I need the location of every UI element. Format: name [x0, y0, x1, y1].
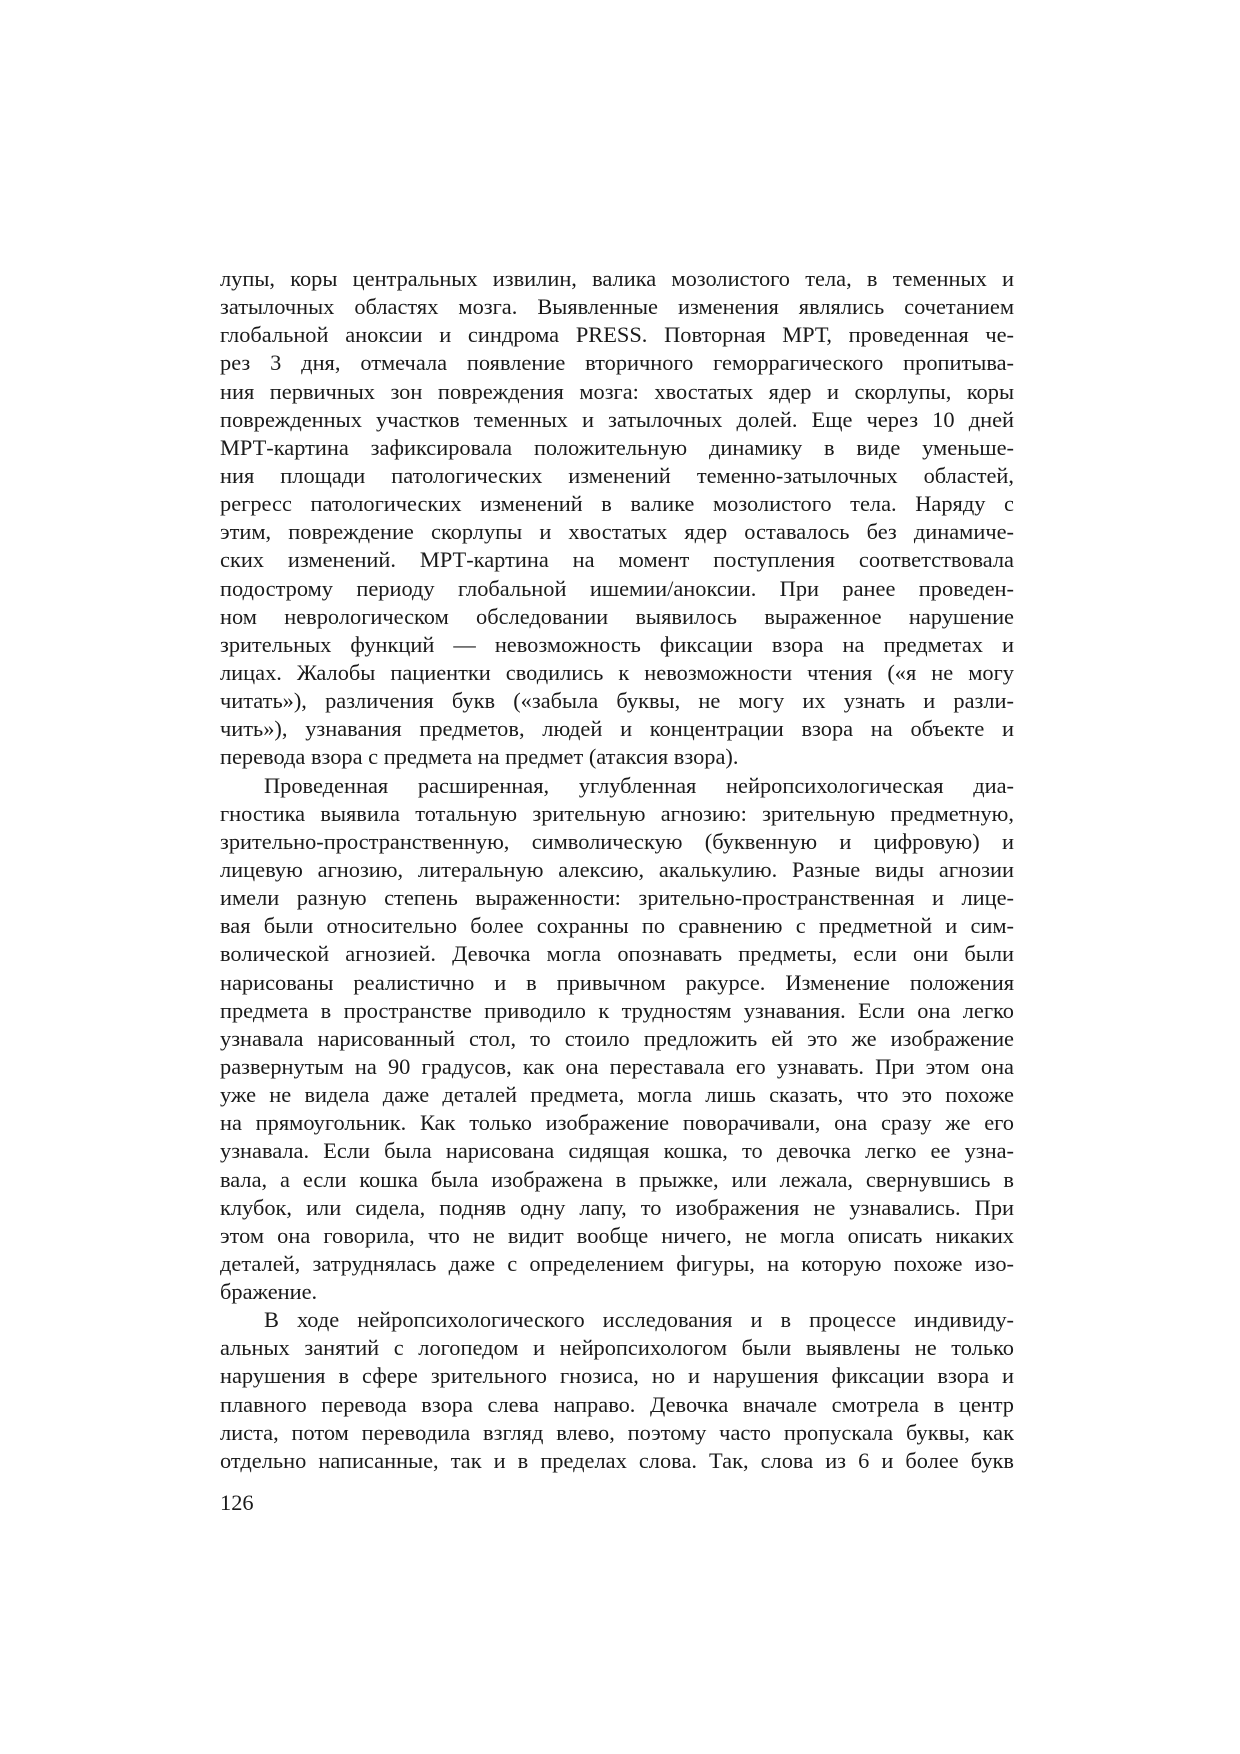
text-line: бражение. [220, 1279, 318, 1305]
text-line: узнавала нарисованный стол, то стоило предложить ей это же изображение [220, 1025, 1014, 1051]
text-line: деталей, затруднялась даже с определением фигуры, на которую похоже изо- [220, 1250, 1014, 1276]
text-line: лицевую агнозию, литеральную алексию, акалькулию. Разные виды агнозии [220, 856, 1014, 882]
paragraph-3 [220, 1306, 1014, 1475]
text-line: предмета в пространстве приводило к трудностям узнавания. Если она легко [220, 997, 1014, 1023]
text-line: гностика выявила тотальную зрительную агнозию: зрительную предметную, [220, 800, 1014, 826]
text-line: поврежденных участков теменных и затылочных долей. Еще через 10 дней [220, 406, 1014, 432]
text-line: волической агнозией. Девочка могла опознавать предметы, если они были [220, 941, 1014, 967]
text-line: чить»), узнавания предметов, людей и концентрации взора на объекте и [220, 716, 1014, 742]
body-text [220, 265, 1014, 1475]
text-line: альных занятий с логопедом и нейропсихологом были выявлены не только [220, 1335, 1014, 1361]
text-line: развернутым на 90 градусов, как она переставала его узнавать. При этом она [220, 1053, 1014, 1079]
text-line: перевода взора с предмета на предмет (атаксия взора). [220, 744, 739, 770]
text-line: этом она говорила, что не видит вообще ничего, не могла описать никаких [220, 1222, 1014, 1248]
text-line: ном неврологическом обследовании выявилось выраженное нарушение [220, 603, 1014, 629]
text-line: имели разную степень выраженности: зрительно-пространственная и лице- [220, 885, 1014, 911]
text-line: затылочных областях мозга. Выявленные изменения являлись сочетанием [220, 294, 1014, 320]
text-line: В ходе нейропсихологического исследования и в процессе индивиду- [264, 1307, 1014, 1333]
text-line: МРТ-картина зафиксировала положительную динамику в виде уменьше- [220, 434, 1014, 460]
paragraph-2 [220, 772, 1014, 1307]
text-line: на прямоугольник. Как только изображение поворачивали, она сразу же его [220, 1110, 1014, 1136]
text-line: этим, повреждение скорлупы и хвостатых ядер оставалось без динамиче- [220, 519, 1014, 545]
text-line: уже не видела даже деталей предмета, могла лишь сказать, что это похоже [220, 1082, 1014, 1108]
text-line: подострому периоду глобальной ишемии/аноксии. При ранее проведен- [220, 575, 1014, 601]
text-line: клубок, или сидела, подняв одну лапу, то изображения не узнавались. При [220, 1194, 1014, 1220]
page-number: 126 [220, 1490, 254, 1515]
text-line: нарушения в сфере зрительного гнозиса, но и нарушения фиксации взора и [220, 1363, 1014, 1389]
text-line: отдельно написанные, так и в пределах слова. Так, слова из 6 и более букв [220, 1447, 1014, 1473]
text-line: ния площади патологических изменений теменно-затылочных областей, [220, 462, 1014, 488]
text-line: лицах. Жалобы пациентки сводились к невозможности чтения («я не могу [220, 659, 1014, 685]
text-line: листа, потом переводила взгляд влево, поэтому часто пропускала буквы, как [220, 1419, 1014, 1445]
text-line: вала, а если кошка была изображена в прыжке, или лежала, свернувшись в [220, 1166, 1014, 1192]
text-line: нарисованы реалистично и в привычном ракурсе. Изменение положения [220, 969, 1014, 995]
text-line: Проведенная расширенная, углубленная нейропсихологическая диа- [264, 772, 1014, 798]
text-line: лупы, коры центральных извилин, валика мозолистого тела, в теменных и [220, 266, 1014, 291]
text-line: глобальной аноксии и синдрома PRESS. Повторная МРТ, проведенная че- [220, 322, 1014, 348]
text-line: зрительно-пространственную, символическую (буквенную и цифровую) и [220, 828, 1014, 854]
text-line: зрительных функций — невозможность фиксации взора на предметах и [220, 631, 1014, 657]
text-line: узнавала. Если была нарисована сидящая кошка, то девочка легко ее узна- [220, 1138, 1014, 1164]
text-line: регресс патологических изменений в валике мозолистого тела. Наряду с [220, 491, 1014, 517]
text-line: вая были относительно более сохранны по сравнению с предметной и сим- [220, 913, 1014, 939]
text-line: рез 3 дня, отмечала появление вторичного геморрагического пропитыва- [220, 350, 1014, 376]
text-line: плавного перевода взора слева направо. Девочка вначале смотрела в центр [220, 1391, 1014, 1417]
text-line: ских изменений. МРТ-картина на момент поступления соответствовала [220, 547, 1014, 573]
paragraph-1 [220, 265, 1014, 772]
text-line: читать»), различения букв («забыла буквы, не могу их узнать и разли- [220, 688, 1014, 714]
text-line: ния первичных зон повреждения мозга: хвостатых ядер и скорлупы, коры [220, 378, 1014, 404]
